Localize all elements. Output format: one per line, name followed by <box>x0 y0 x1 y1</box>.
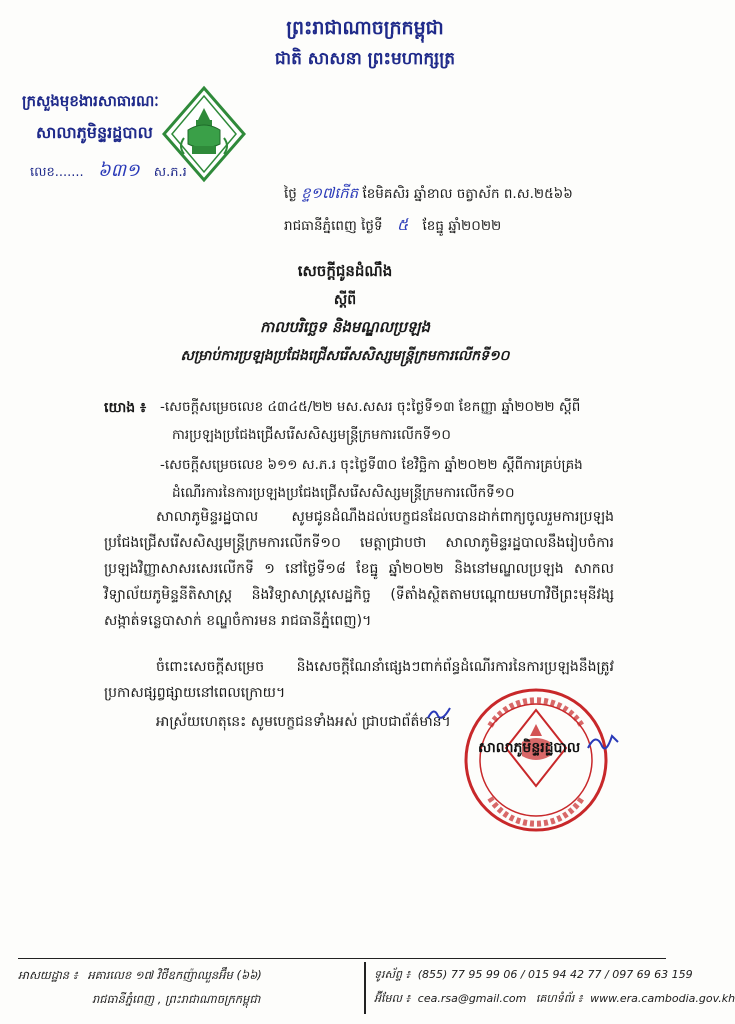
references-label: យោង ៖ <box>104 400 147 416</box>
footer-phone-line <box>374 968 693 984</box>
reference-2-line-b: ដំណើរការនៃការប្រឡងប្រជែងជ្រើសរើសសិស្សមន្ត្រីក្រមការលើកទី១០ <box>172 485 515 501</box>
lunar-rest: ខែមិគសិរ ឆ្នាំខាល ចត្វាស័ក ព.ស.២៥៦៦ <box>362 186 573 202</box>
email-label: អ៊ីមែល ៖ <box>374 992 411 1005</box>
notice-subject-line2: សម្រាប់ការប្រឡងប្រជែងជ្រើសរើសសិស្សមន្ត្រីក្រមការលើកទី១០ <box>180 348 510 364</box>
footer-contact-line <box>374 992 735 1008</box>
solar-date-line <box>284 214 501 238</box>
ref-number-handwritten: ៦៣១ <box>97 160 140 181</box>
lunar-date-line <box>284 184 573 206</box>
solar-day-handwritten: ៥ <box>396 215 409 234</box>
school-name: សាលាភូមិន្ទរដ្ឋបាល <box>36 123 153 142</box>
body-paragraph-1: សាលាភូមិន្ទរដ្ឋបាល សូមជូនដំណឹងដល់បេក្ខជនដែលបានដាក់ពាក្យចូលរួមការប្រឡងប្រជែងជ្រើសរើសសិស្សមន្ត្រីក្រមការលើកទី១០ មេត្តាជ្រាបថា សាលាភូមិន្ទរដ្ឋបាលនឹងរៀបចំការប្រឡងវិញ្ញាសាសរសេរលើកទី ១ នៅថ្ងៃទី១៨ ខែធ្នូ ឆ្នាំ២០២២ និងនៅមណ្ឌលប្រឡង សាកលវិទ្យាល័យភូមិន្ទនីតិសាស្ត្រ និងវិទ្យាសាស្ត្រសេដ្ឋកិច្ច (ទីតាំងស្ថិតតាមបណ្ដោយមហាវិថីព្រះមុនីវង្ស សង្កាត់ទន្លេបាសាក់ ខណ្ឌចំការមន រាជធានីភ្នំពេញ)។ <box>104 509 614 629</box>
lunar-handwritten: ខ្ទ១៧កើត <box>301 184 359 202</box>
ref-suffix: ស.ភ.រ <box>153 165 187 180</box>
website-label: គេហទំព័រ ៖ <box>535 992 583 1005</box>
address-text-2: រាជធានីភ្នំពេញ , ព្រះរាជាណាចក្រកម្ពុជា <box>92 992 261 1006</box>
solar-rest: ខែធ្នូ ឆ្នាំ២០២២ <box>422 218 502 234</box>
official-seal <box>460 686 612 834</box>
kingdom-heading: ព្រះរាជាណាចក្រកម្ពុជា <box>286 17 444 39</box>
reference-1-line-a: -សេចក្ដីសម្រេចលេខ ៤៣៤៥/២២ មស.សសរ ចុះថ្ងៃទី១៣ ខែកញ្ញា ឆ្នាំ២០២២ ស្ដីពី <box>160 399 581 415</box>
footer-address-line-1 <box>18 968 262 985</box>
body-paragraph-2: ចំពោះសេចក្ដីសម្រេច និងសេចក្ដីណែនាំផ្សេងៗពាក់ព័ន្ធដំណើរការនៃការប្រឡងនឹងត្រូវប្រកាសផ្សព្វផ្សាយនៅពេលក្រោយ។ <box>104 659 614 701</box>
solar-prefix: រាជធានីភ្នំពេញ ថ្ងៃទី <box>284 218 383 234</box>
address-text-1: អគារលេខ ១៧ វិថីឧកញ៉ាឈួនអ៊ឹម (៦៦) <box>87 968 262 982</box>
body-paragraph-3: អាស្រ័យហេតុនេះ សូមបេក្ខជនទាំងអស់ ជ្រាបជាព័ត៌មាន។ <box>156 714 451 730</box>
website-link[interactable]: www.era.cambodia.gov.kh <box>590 992 735 1005</box>
signer-name: សាលាភូមិន្ទរដ្ឋបាល <box>478 740 581 756</box>
footer-divider <box>18 958 666 959</box>
reference-2-line-a: -សេចក្ដីសម្រេចលេខ ៦១១ ស.ភ.រ ចុះថ្ងៃទី៣០ ខែវិច្ឆិកា ឆ្នាំ២០២២ ស្ដីពីការគ្រប់គ្រង <box>160 457 583 473</box>
phone-numbers: (855) 77 95 99 06 / 015 94 42 77 / 097 69 63 159 <box>417 968 693 981</box>
school-logo <box>162 86 246 182</box>
address-label: អាសយដ្ឋាន ៖ <box>18 968 78 982</box>
reference-1-line-b: ការប្រឡងប្រជែងជ្រើសរើសសិស្សមន្ត្រីក្រមការលើកទី១០ <box>172 427 451 443</box>
footer-vertical-divider <box>364 962 366 1014</box>
signature-mark <box>586 728 620 756</box>
notice-title: សេចក្ដីជូនដំណឹង <box>297 262 393 280</box>
phone-label: ទូរស័ព្ទ ៖ <box>374 968 411 981</box>
ref-prefix: លេខ....... <box>30 165 84 180</box>
motto-heading: ជាតិ សាសនា ព្រះមហាក្សត្រ <box>274 49 456 69</box>
email-link[interactable]: cea.rsa@gmail.com <box>417 992 527 1005</box>
lunar-prefix: ថ្ងៃ <box>284 186 297 202</box>
notice-subject-label: ស្ដីពី <box>333 292 357 308</box>
notice-subject-line1: កាលបរិច្ឆេទ និងមណ្ឌលប្រឡង <box>259 318 431 336</box>
initial-mark <box>426 704 452 724</box>
ministry-name: ក្រសួងមុខងារសាធារណៈ <box>22 92 159 110</box>
